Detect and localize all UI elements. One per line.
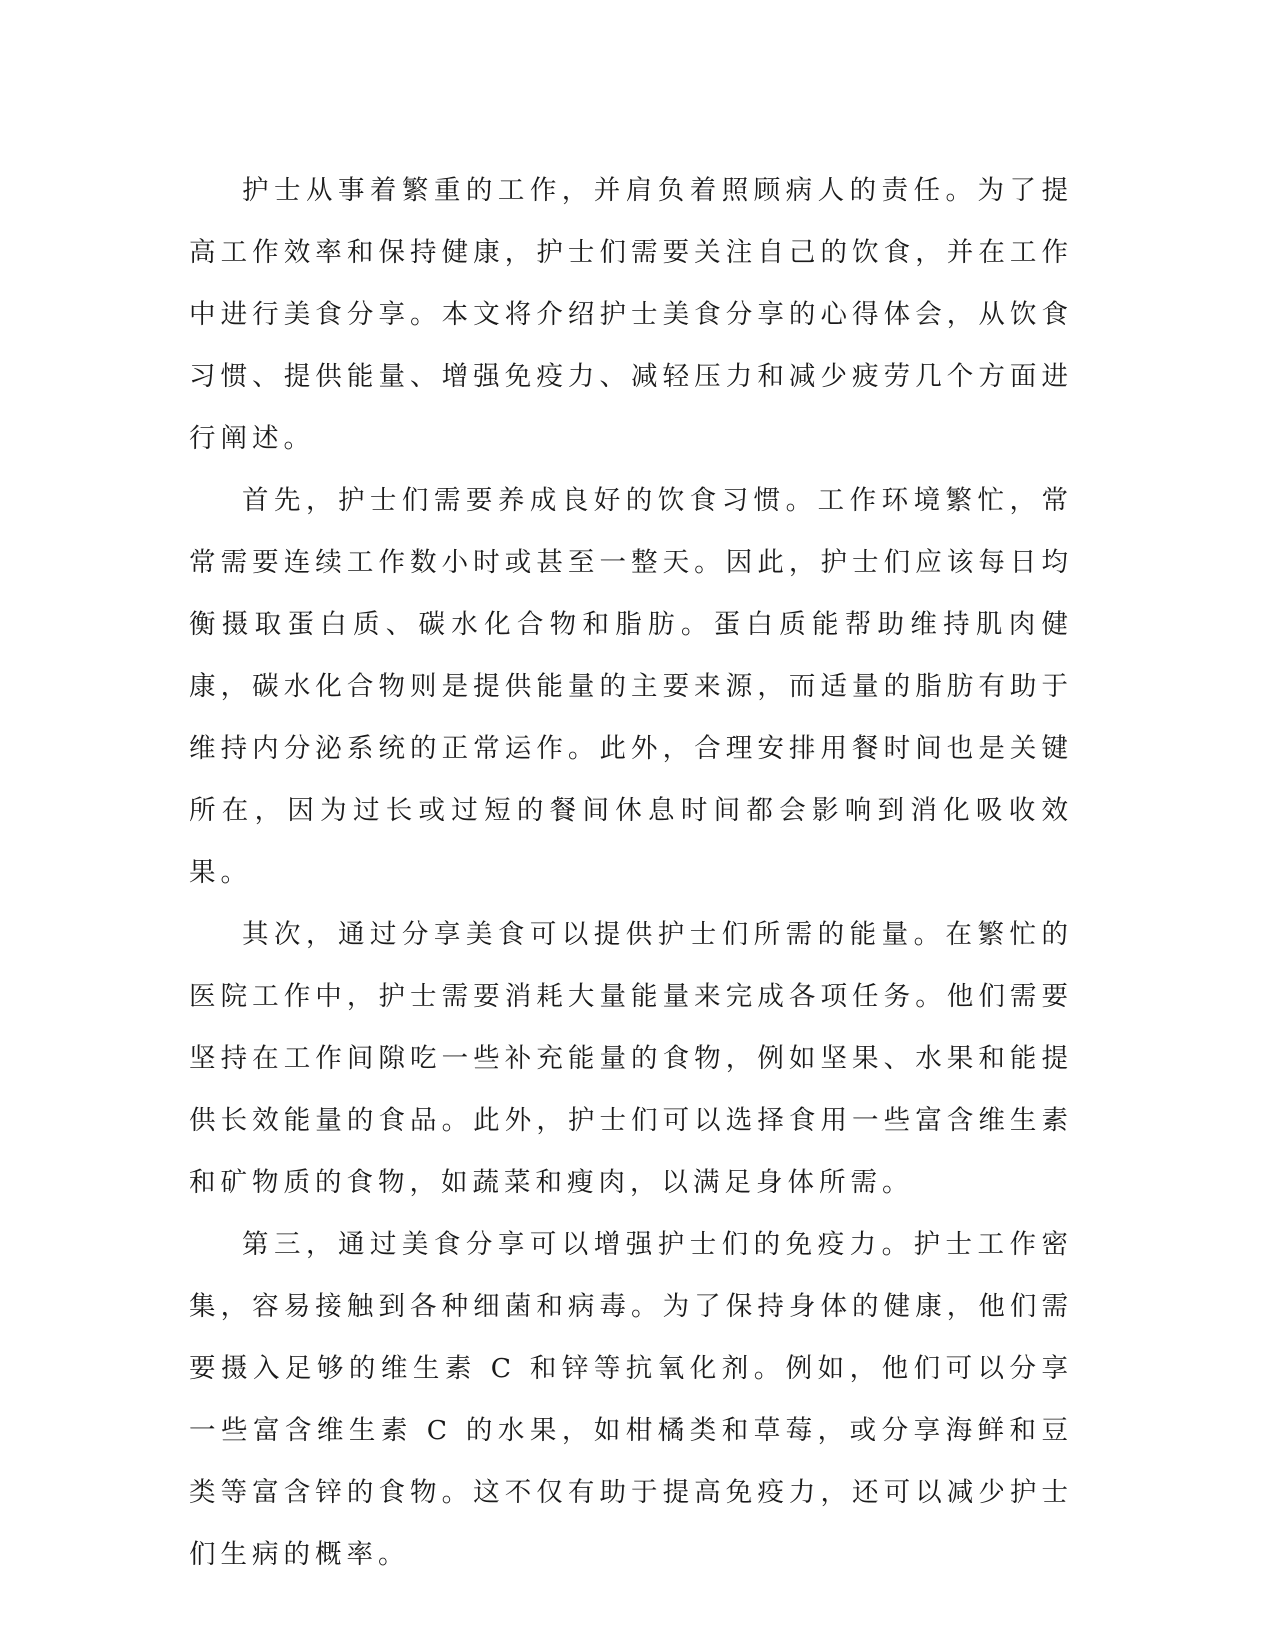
paragraph-immunity: 第三，通过美食分享可以增强护士们的免疫力。护士工作密集，容易接触到各种细菌和病毒。为了保持身体的健康，他们需要摄入足够的维生素 C 和锌等抗氧化剂。例如，他们可以分享一些富含维生素 C 的水果，如柑橘类和草莓，或分享海鲜和豆类等富含锌的食物。这不仅有助于提高免疫力，还可以减少护士们生病的概率。	[189, 1229, 1073, 1570]
paragraph-energy: 其次，通过分享美食可以提供护士们所需的能量。在繁忙的医院工作中，护士需要消耗大量能量来完成各项任务。他们需要坚持在工作间隙吃一些补充能量的食物，例如坚果、水果和能提供长效能量的食品。此外，护士们可以选择食用一些富含维生素和矿物质的食物，如蔬菜和瘦肉，以满足身体所需。	[189, 919, 1073, 1198]
paragraph-intro: 护士从事着繁重的工作，并肩负着照顾病人的责任。为了提高工作效率和保持健康，护士们需要关注自己的饮食，并在工作中进行美食分享。本文将介绍护士美食分享的心得体会，从饮食习惯、提供能量、增强免疫力、减轻压力和减少疲劳几个方面进行阐述。	[189, 175, 1073, 454]
paragraph-eating-habits: 首先，护士们需要养成良好的饮食习惯。工作环境繁忙，常常需要连续工作数小时或甚至一整天。因此，护士们应该每日均衡摄取蛋白质、碳水化合物和脂肪。蛋白质能帮助维持肌肉健康，碳水化合物则是提供能量的主要来源，而适量的脂肪有助于维持内分泌系统的正常运作。此外，合理安排用餐时间也是关键所在，因为过长或过短的餐间休息时间都会影响到消化吸收效果。	[189, 485, 1073, 888]
document-body	[189, 160, 1073, 1586]
